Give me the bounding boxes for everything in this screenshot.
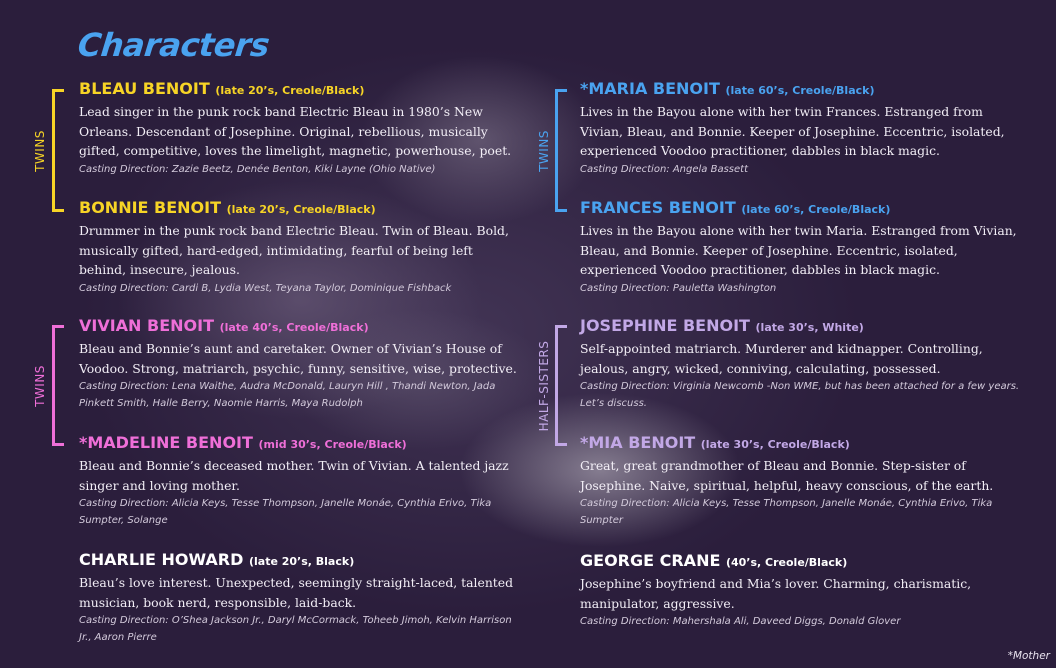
character-name: *MARIA BENOIT [580,79,720,98]
character-description: Lives in the Bayou alone with her twin Maria. Estranged from Vivian, Bleau, and Bonnie. Keeper of Josephine. Eccentric, isolated, experienced Voodoo practitioner, dabbles in black magic. [580,223,1017,277]
casting-direction: Casting Direction: Lena Waithe, Audra McDonald, Lauryn Hill , Thandi Newton, Jada Pinkett Smith, Halle Berry, Naomie Harris, Maya Rudolph [79,381,496,409]
half-sisters-label: HALF-SISTERS [537,340,551,432]
character-maria-benoit [580,79,1020,178]
character-name: JOSEPHINE BENOIT [580,316,750,335]
casting-direction: Casting Direction: Zazie Beetz, Denée Benton, Kiki Layne (Ohio Native) [79,163,436,175]
casting-direction: Casting Direction: Cardi B, Lydia West, Teyana Taylor, Dominique Fishback [79,282,452,294]
half-sisters-bracket [555,325,567,446]
casting-direction: Casting Direction: Pauletta Washington [580,282,777,294]
character-description: Drummer in the punk rock band Electric Bleau. Twin of Bleau. Bold, musically gifted, hard-edged, intimidating, fearful of being left behind, insecure, jealous. [79,223,509,277]
character-meta: (late 30’s, White) [755,321,864,334]
character-madeline-benoit [79,433,519,529]
twins-label-left-bottom: TWINS [33,365,47,407]
character-bleau-benoit [79,79,519,178]
character-name: *MADELINE BENOIT [79,433,253,452]
character-name: CHARLIE HOWARD [79,550,244,569]
character-name: GEORGE CRANE [580,551,721,570]
casting-direction: Casting Direction: O’Shea Jackson Jr., Daryl McCormack, Toheeb Jimoh, Kelvin Harrison Jr., Aaron Pierre [79,615,512,643]
character-meta: (late 20’s, Creole/Black) [226,203,376,216]
footnote: *Mother [1007,650,1050,662]
character-charlie-howard [79,550,519,646]
character-description: Josephine’s boyfriend and Mia’s lover. Charming, charismatic, manipulator, aggressive. [580,576,972,611]
character-description: Great, great grandmother of Bleau and Bonnie. Step-sister of Josephine. Naive, spiritual, helpful, heavy conscious, of the earth. [580,458,994,493]
character-bonnie-benoit [79,198,519,297]
character-name: BONNIE BENOIT [79,198,222,217]
page-title: Characters [76,26,272,64]
character-mia-benoit [580,433,1020,529]
casting-direction: Casting Direction: Alicia Keys, Tesse Thompson, Janelle Monáe, Cynthia Erivo, Tika Sumpter [580,498,993,526]
character-vivian-benoit [79,316,519,412]
character-frances-benoit [580,198,1020,297]
casting-direction: Casting Direction: Mahershala Ali, Daveed Diggs, Donald Glover [580,616,901,627]
character-meta: (late 60’s, Creole/Black) [741,203,891,216]
casting-direction: Casting Direction: Angela Bassett [580,163,748,175]
twins-bracket-right-top [555,89,567,212]
character-meta: (40’s, Creole/Black) [725,556,848,569]
character-meta: (late 40’s, Creole/Black) [219,321,369,334]
casting-direction: Casting Direction: Alicia Keys, Tesse Thompson, Janelle Monáe, Cynthia Erivo, Tika Sumpter, Solange [79,498,492,526]
character-meta: (late 30’s, Creole/Black) [700,438,850,451]
character-description: Bleau and Bonnie’s aunt and caretaker. Owner of Vivian’s House of Voodoo. Strong, matriarch, psychic, funny, sensitive, wise, protective. [79,341,517,376]
character-meta: (mid 30’s, Creole/Black) [258,438,407,451]
character-name: BLEAU BENOIT [79,79,210,98]
character-description: Lead singer in the punk rock band Electric Bleau in 1980’s New Orleans. Descendant of Josephine. Original, rebellious, musically gifted, competitive, loves the limelight, magnetic, powerhouse, poet. [79,104,512,158]
character-name: VIVIAN BENOIT [79,316,214,335]
character-description: Self-appointed matriarch. Murderer and kidnapper. Controlling, jealous, angry, wicked, conniving, calculating, possessed. [580,341,983,376]
character-description: Bleau’s love interest. Unexpected, seemingly straight-laced, talented musician, book nerd, responsible, laid-back. [79,575,514,610]
character-meta: (late 60’s, Creole/Black) [725,84,875,97]
twins-bracket-left-top [52,89,64,212]
character-josephine-benoit [580,316,1020,412]
character-description: Lives in the Bayou alone with her twin Frances. Estranged from Vivian, Bleau, and Bonnie. Keeper of Josephine. Eccentric, isolated, experienced Voodoo practitioner, dabbles in black magic. [580,104,1005,158]
character-meta: (late 20’s, Creole/Black) [215,84,365,97]
character-name: *MIA BENOIT [580,433,696,452]
twins-label-left-top: TWINS [33,130,47,172]
character-name: FRANCES BENOIT [580,198,736,217]
character-meta: (late 20’s, Black) [248,555,355,568]
casting-direction: Casting Direction: Virginia Newcomb -Non WME, but has been attached for a few years. Let’s discuss. [580,381,1020,409]
twins-bracket-left-bottom [52,325,64,446]
character-george-crane [580,551,1020,630]
character-description: Bleau and Bonnie’s deceased mother. Twin of Vivian. A talented jazz singer and loving mother. [79,458,509,493]
twins-label-right-top: TWINS [537,130,551,172]
